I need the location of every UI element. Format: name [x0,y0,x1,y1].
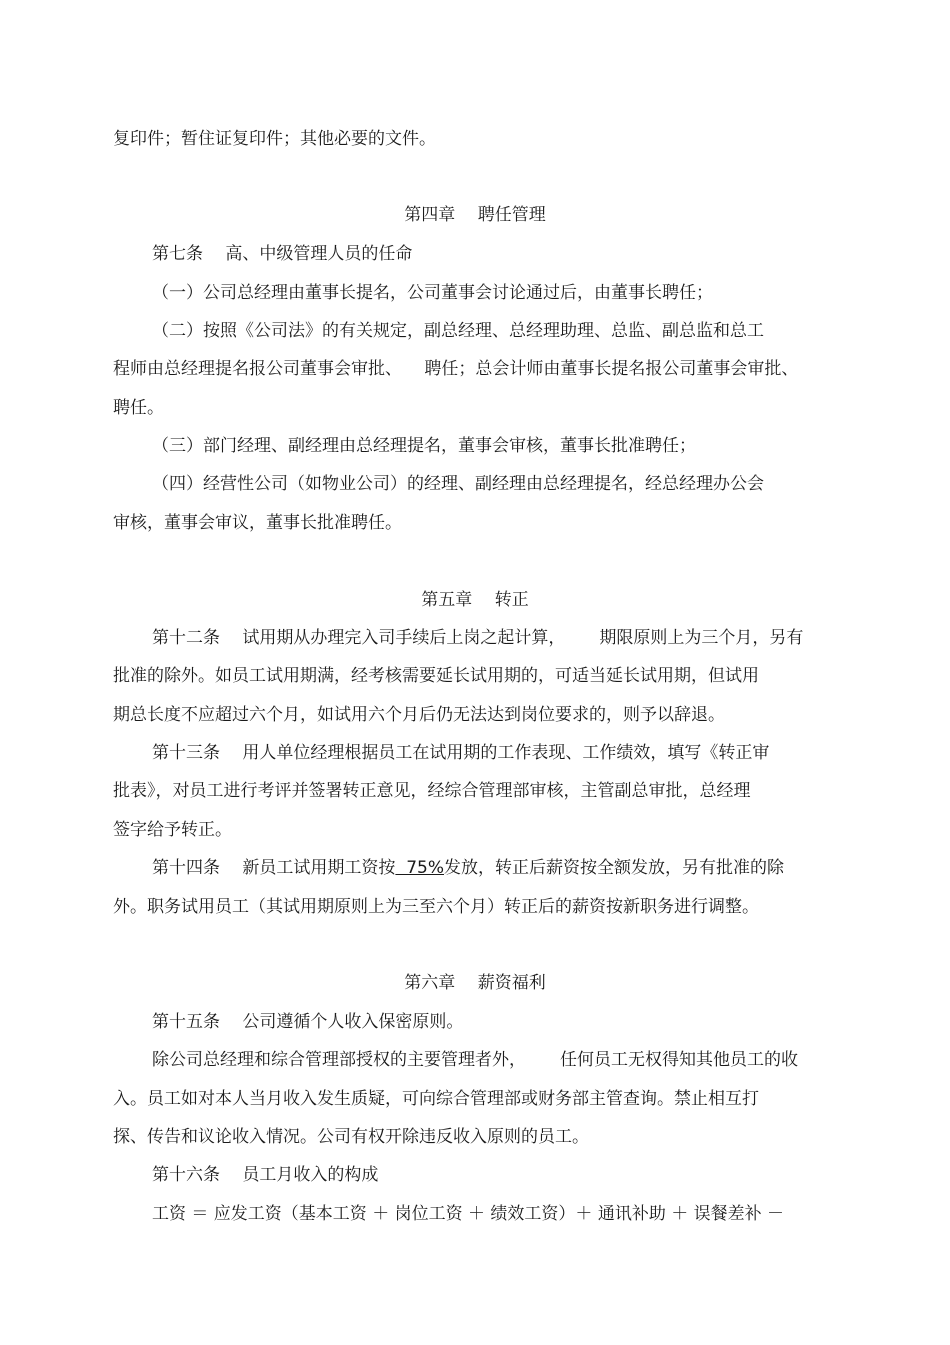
paragraph-line: 审核，董事会审议，董事长批准聘任。 [113,513,402,533]
paragraph-line: （三）部门经理、副经理由总经理提名，董事会审核，董事长批准聘任； [152,436,696,456]
paragraph-line: 除公司总经理和综合管理部授权的主要管理者外， 任何员工无权得知其他员工的收 [152,1050,798,1070]
article-14-text [152,857,950,879]
paragraph-line: （一）公司总经理由董事长提名，公司董事会讨论通过后，由董事长聘任； [152,283,713,303]
paragraph-line: 批准的除外。如员工试用期满，经考核需要延长试用期的，可适当延长试用期，但试用 [113,666,759,686]
article-16-title: 第十六条 员工月收入的构成 [152,1165,379,1185]
article-7-title: 第七条 高、中级管理人员的任命 [152,244,413,264]
paragraph-line: （二）按照《公司法》的有关规定，副总经理、总经理助理、总监、副总监和总工 [152,321,764,341]
paragraph-line: 聘任。 [113,398,164,418]
article-14-prefix: 第十四条 新员工试用期工资按 [152,858,396,878]
article-12-text: 第十二条 试用期从办理完入司手续后上岗之起计算， 期限原则上为三个月，另有 [152,628,804,648]
article-13-text: 第十三条 用人单位经理根据员工在试用期的工作表现、工作绩效，填写《转正审 [152,743,770,763]
paragraph-line: 入。员工如对本人当月收入发生质疑，可向综合管理部或财务部主管查询。禁止相互打 [113,1089,759,1109]
chapter-5-heading: 第五章 转正 [421,590,529,610]
paragraph-line: 探、传告和议论收入情况。公司有权开除违反收入原则的员工。 [113,1127,589,1147]
paragraph-line: 签字给予转正。 [113,820,232,840]
chapter-4-heading: 第四章 聘任管理 [404,205,546,225]
paragraph-line: 外。职务试用员工（其试用期原则上为三至六个月）转正后的薪资按新职务进行调整。 [113,897,759,917]
chapter-6-heading: 第六章 薪资福利 [404,973,546,993]
paragraph-line: 复印件；暂住证复印件；其他必要的文件。 [113,129,436,149]
salary-formula: 工资 ＝ 应发工资（基本工资 ＋ 岗位工资 ＋ 绩效工资）＋ 通讯补助 ＋ 误餐差补 － [152,1204,785,1224]
paragraph-line: 程师由总经理提名报公司董事会审批、 聘任；总会计师由董事长提名报公司董事会审批、 [113,359,799,379]
article-14-suffix: 发放，转正后薪资按全额发放，另有批准的除 [444,858,784,878]
paragraph-line: 期总长度不应超过六个月，如试用六个月后仍无法达到岗位要求的，则予以辞退。 [113,705,725,725]
paragraph-line: （四）经营性公司（如物业公司）的经理、副经理由总经理提名，经总经理办公会 [152,474,764,494]
salary-percent-underlined: 75% [395,858,444,878]
article-15-title: 第十五条 公司遵循个人收入保密原则。 [152,1012,464,1032]
paragraph-line: 批表》，对员工进行考评并签署转正意见，经综合管理部审核，主管副总审批，总经理 [113,781,751,801]
